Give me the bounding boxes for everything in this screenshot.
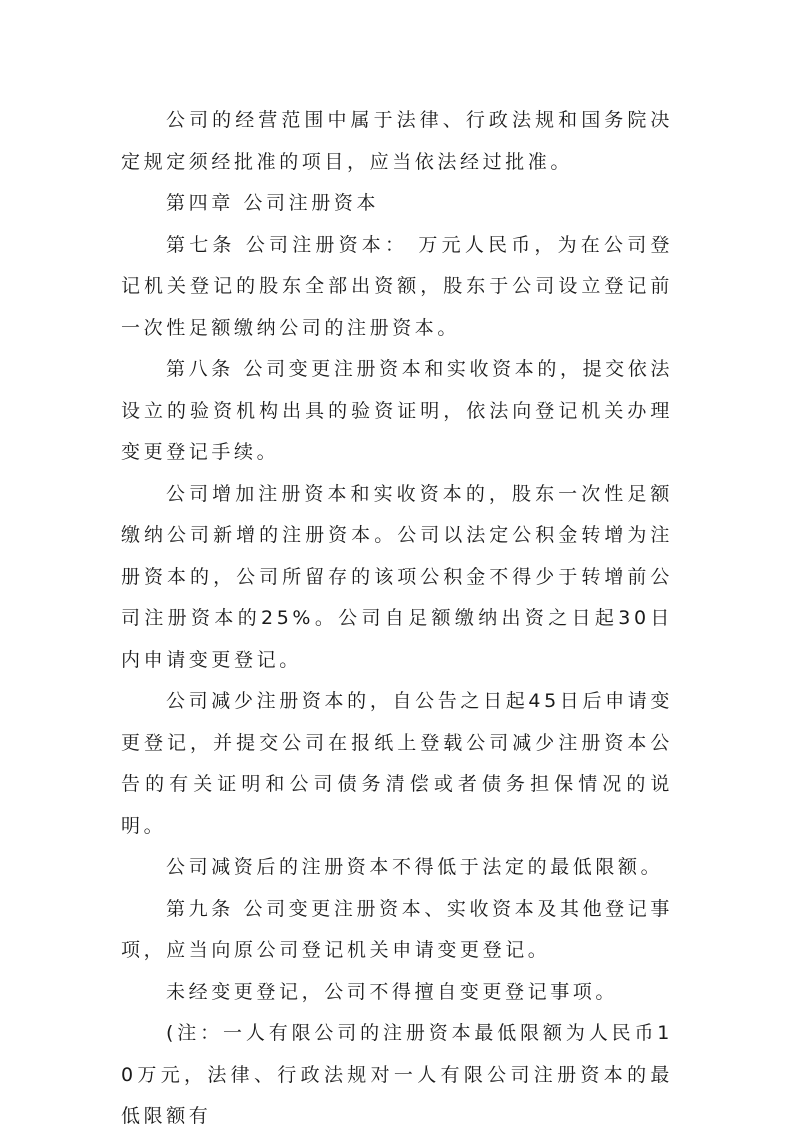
article-7: 第七条 公司注册资本： 万元人民币，为在公司登记机关登记的股东全部出资额，股东于公司设立登记前一次性足额缴纳公司的注册资本。 [121,233,673,339]
paragraph-capital-decrease: 公司减少注册资本的，自公告之日起45日后申请变更登记，并提交公司在报纸上登载公司减少注册资本公告的有关证明和公司债务清偿或者债务担保情况的说明。 [121,690,673,837]
article-9: 第九条 公司变更注册资本、实收资本及其他登记事项，应当向原公司登记机关申请变更登记。 [121,897,673,961]
chapter-heading: 第四章 公司注册资本 [166,192,380,214]
paragraph-minimum-limit: 公司减资后的注册资本不得低于法定的最低限额。 [166,856,664,878]
paragraph-no-unauthorized-change: 未经变更登记，公司不得擅自变更登记事项。 [166,980,619,1003]
document-body [121,100,673,1138]
paragraph-capital-increase: 公司增加注册资本和实收资本的，股东一次性足额缴纳公司新增的注册资本。公司以法定公积金转增为注册资本的，公司所留存的该项公积金不得少于转增前公司注册资本的25%。公司自足额缴纳出资之日起30日内申请变更登记。 [121,482,673,671]
article-8: 第八条 公司变更注册资本和实收资本的，提交依法设立的验资机构出具的验资证明，依法向登记机关办理变更登记手续。 [121,358,673,463]
paragraph-note: (注：一人有限公司的注册资本最低限额为人民币10万元，法律、行政法规对一人有限公司注册资本的最低限额有 [121,1022,673,1127]
paragraph-business-scope: 公司的经营范围中属于法律、行政法规和国务院决定规定须经批准的项目，应当依法经过批准。 [121,109,673,173]
